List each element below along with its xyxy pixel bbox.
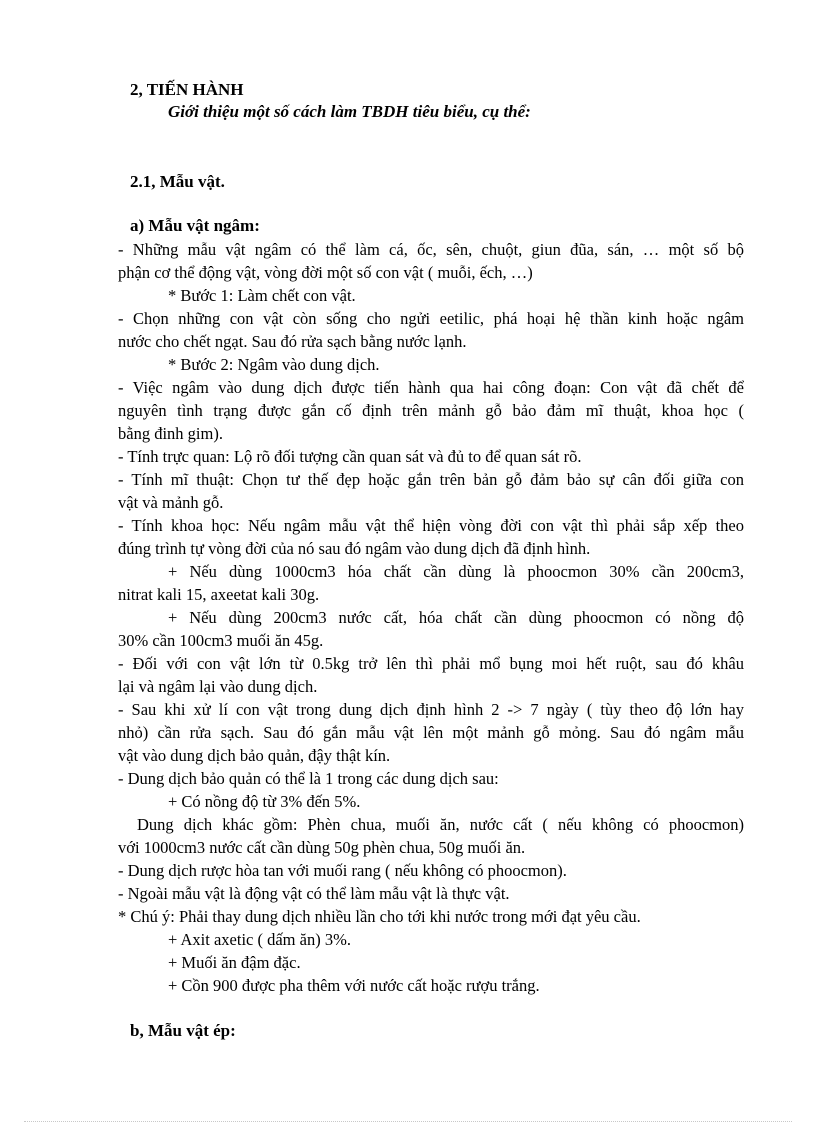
body-line: lại và ngâm lại vào dung dịch. xyxy=(118,677,318,696)
body-line: + Nếu dùng 200cm3 nước cất, hóa chất cần dùng phoocmon có nồng độ xyxy=(168,608,744,627)
body-line: - Dung dịch rược hòa tan với muối rang ( nếu không có phoocmon). xyxy=(118,861,567,880)
body-line: + Axit axetic ( dấm ăn) 3%. xyxy=(168,930,351,949)
body-line: - Tính trực quan: Lộ rõ đối tượng cần quan sát và đủ to để quan sát rõ. xyxy=(118,447,582,466)
body-line: bằng đinh gim). xyxy=(118,424,223,443)
body-line: * Bước 1: Làm chết con vật. xyxy=(168,286,356,305)
section-subtitle: Giới thiệu một số cách làm TBDH tiêu biểu, cụ thể: xyxy=(168,102,531,121)
body-line: 30% cần 100cm3 muối ăn 45g. xyxy=(118,631,324,650)
body-line: vật vào dung dịch bảo quản, đậy thật kín. xyxy=(118,746,391,765)
body-line: phận cơ thể động vật, vòng đời một số con vật ( muỗi, ếch, …) xyxy=(118,263,533,282)
subsection-a-heading: a) Mẫu vật ngâm: xyxy=(130,216,260,235)
body-line: - Sau khi xử lí con vật trong dung dịch định hình 2 -> 7 ngày ( tùy theo độ lớn hay xyxy=(118,700,744,719)
subsection-b-heading: b, Mẫu vật ép: xyxy=(130,1021,236,1040)
body-line: với 1000cm3 nước cất cần dùng 50g phèn chua, 50g muối ăn. xyxy=(118,838,526,857)
body-line: - Chọn những con vật còn sống cho ngửi eetilic, phá hoại hệ thần kinh hoặc ngâm xyxy=(118,309,744,328)
body-line: - Dung dịch bảo quản có thể là 1 trong các dung dịch sau: xyxy=(118,769,499,788)
body-line: nitrat kali 15, axeetat kali 30g. xyxy=(118,585,320,604)
section-2-1-heading: 2.1, Mẫu vật. xyxy=(130,172,225,191)
body-line: - Tính khoa học: Nếu ngâm mẫu vật thể hiện vòng đời con vật thì phải sắp xếp theo xyxy=(118,516,744,535)
body-line: nhỏ) cần rửa sạch. Sau đó gắn mẫu vật lên một mảnh gỗ mỏng. Sau đó ngâm mẫu xyxy=(118,723,744,742)
body-line: - Những mẫu vật ngâm có thể làm cá, ốc, sên, chuột, giun đũa, sán, … một số bộ xyxy=(118,240,744,259)
body-line: + Có nồng độ từ 3% đến 5%. xyxy=(168,792,361,811)
body-line: Dung dịch khác gồm: Phèn chua, muối ăn, nước cất ( nếu không có phoocmon) xyxy=(137,815,744,834)
page-bottom-divider xyxy=(24,1121,792,1122)
body-line: - Việc ngâm vào dung dịch được tiến hành qua hai công đoạn: Con vật đã chết để xyxy=(118,378,744,397)
body-line: - Tính mĩ thuật: Chọn tư thế đẹp hoặc gắn trên bản gỗ đảm bảo sự cân đối giữa con xyxy=(118,470,744,489)
body-line: - Đối với con vật lớn từ 0.5kg trở lên thì phải mổ bụng moi hết ruột, sau đó khâu xyxy=(118,654,744,673)
body-line: đúng trình tự vòng đời của nó sau đó ngâm vào dung dịch đã định hình. xyxy=(118,539,591,558)
body-line: vật và mảnh gỗ. xyxy=(118,493,224,512)
body-line: nước cho chết ngạt. Sau đó rửa sạch bằng nước lạnh. xyxy=(118,332,467,351)
body-line: * Chú ý: Phải thay dung dịch nhiều lần cho tới khi nước trong mới đạt yêu cầu. xyxy=(118,907,641,926)
section-title: 2, TIẾN HÀNH xyxy=(130,80,244,99)
body-line: + Nếu dùng 1000cm3 hóa chất cần dùng là phoocmon 30% cần 200cm3, xyxy=(168,562,744,581)
body-line: + Cồn 900 được pha thêm với nước cất hoặc rượu trắng. xyxy=(168,976,540,995)
body-line: + Muối ăn đậm đặc. xyxy=(168,953,301,972)
body-line: - Ngoài mẫu vật là động vật có thể làm mẫu vật là thực vật. xyxy=(118,884,510,903)
body-line: * Bước 2: Ngâm vào dung dịch. xyxy=(168,355,380,374)
body-line: nguyên tình trạng được gắn cố định trên mảnh gỗ bảo đảm mĩ thuật, khoa học ( xyxy=(118,401,744,420)
